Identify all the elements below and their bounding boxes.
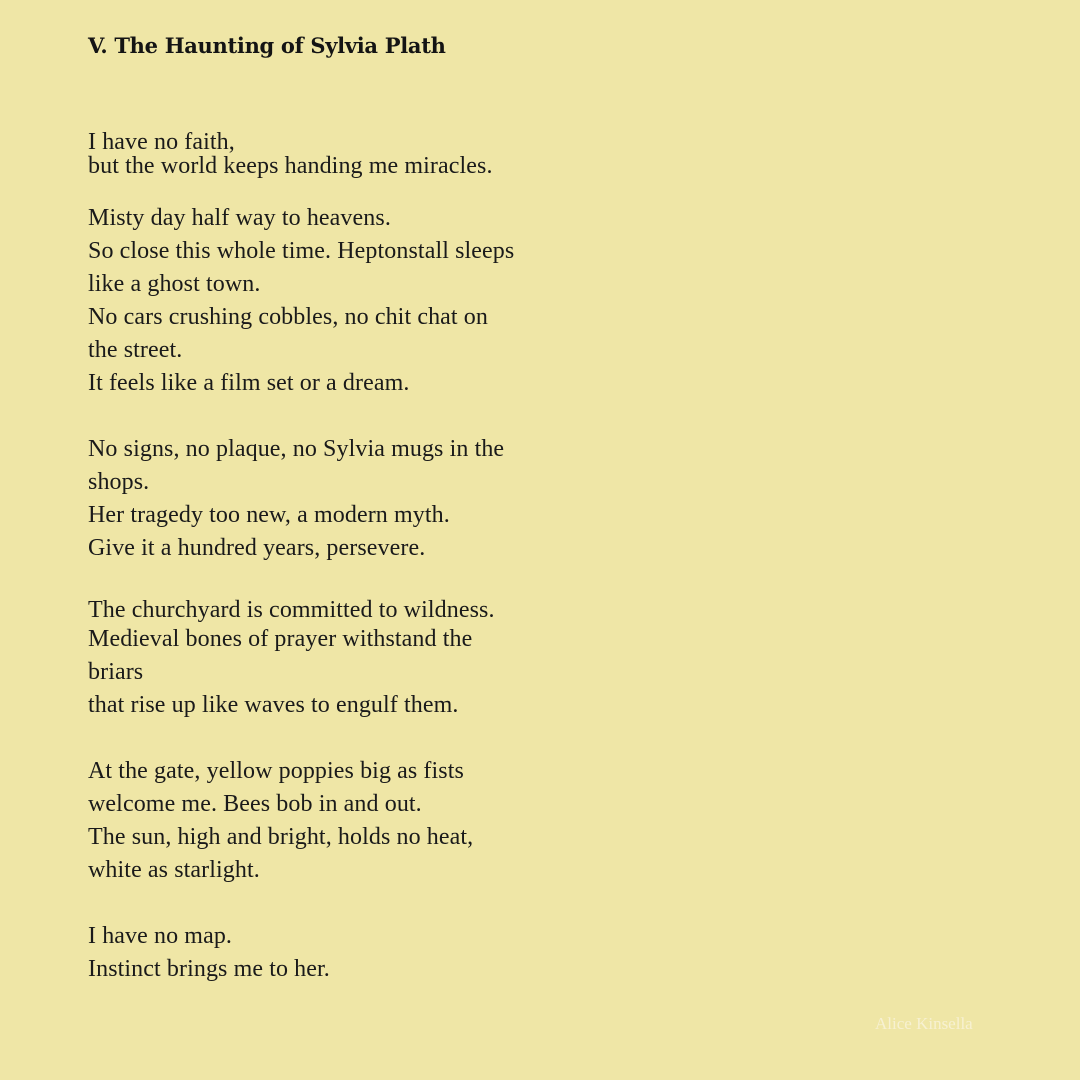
poem-line: Give it a hundred years, persevere.	[88, 535, 426, 561]
poem-line: the street.	[88, 337, 183, 363]
poem-line: No signs, no plaque, no Sylvia mugs in the	[88, 436, 505, 462]
poem-line: It feels like a film set or a dream.	[88, 370, 410, 396]
poem-line: No cars crushing cobbles, no chit chat on	[88, 304, 488, 330]
poem-line: The sun, high and bright, holds no heat,	[88, 824, 474, 850]
poem-line: white as starlight.	[88, 857, 260, 883]
poem-line: like a ghost town.	[88, 271, 261, 297]
poem-line: Instinct brings me to her.	[88, 956, 330, 982]
poem-line: I have no map.	[88, 923, 233, 949]
poem-line: that rise up like waves to engulf them.	[88, 692, 459, 718]
poem-line: The churchyard is committed to wildness.	[88, 597, 495, 623]
poem-line: Medieval bones of prayer withstand the	[88, 626, 473, 652]
poem-line: but the world keeps handing me miracles.	[88, 153, 493, 179]
poem-line: welcome me. Bees bob in and out.	[88, 791, 422, 817]
poem-line: briars	[88, 659, 144, 685]
poem-line: So close this whole time. Heptonstall sleeps	[88, 238, 515, 264]
author-signature: Alice Kinsella	[875, 1014, 973, 1033]
poem-line: Misty day half way to heavens.	[88, 205, 391, 231]
poem-line: At the gate, yellow poppies big as fists	[88, 758, 464, 784]
poem-line: I have no faith,	[88, 129, 235, 155]
poem-line: Her tragedy too new, a modern myth.	[88, 502, 450, 528]
poem-title: V. The Haunting of Sylvia Plath	[88, 33, 446, 58]
poem-line: shops.	[88, 469, 150, 495]
